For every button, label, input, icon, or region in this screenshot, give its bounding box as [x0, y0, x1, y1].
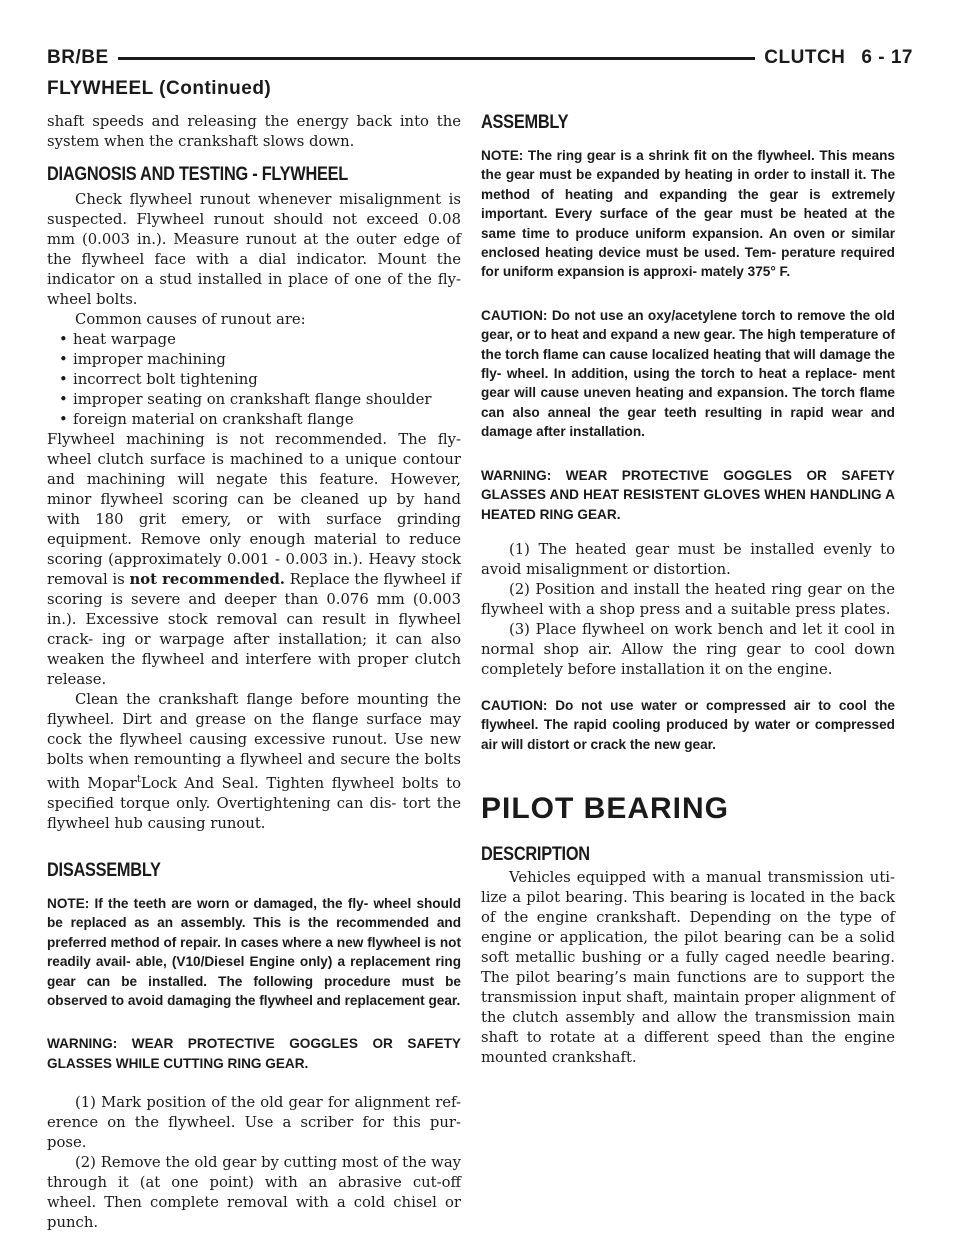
list-item: • foreign material on crankshaft flange: [59, 410, 461, 430]
assembly-step-1: (1) The heated gear must be installed evenly to avoid misalignment or distortion.: [481, 540, 895, 578]
diagnosis-paragraph-3-text-a: Flywheel machining is not recommended. The fly- wheel clutch surface is machined to a unique contour and machining will negate this feature. However, minor flywheel scoring can be cleaned up by hand with 180 grit emery, or with surface grinding equipment. Remove only enough material to reduce scoring (approximately 0.001 - 0.003 in.). Heavy stock removal is: [47, 431, 461, 588]
trademark-mark: t: [136, 774, 141, 785]
left-column: [47, 112, 461, 1233]
disassembly-step-2: (2) Remove the old gear by cutting most of the way through it (at one point) with an abrasive cut-off wheel. Then complete removal with a cold chisel or punch.: [47, 1154, 461, 1232]
assembly-caution-cooling: CAUTION: Do not use water or compressed air to cool the flywheel. The rapid cooling produced by water or compressed air will distort or crack the new gear.: [481, 697, 895, 752]
description-paragraph: Vehicles equipped with a manual transmission uti- lize a pilot bearing. This bearing is located in the back of the engine crankshaft. Depending on the type of engine or application, the pilot bearing can be a solid soft metallic bushing or a fully caged needle bearing. The pilot bearing’s main functions are to support the transmission input shaft, maintain proper alignment of the clutch assembly and allow the transmission main shaft to rotate at a different speed than the engine mounted crankshaft.: [481, 869, 895, 1067]
not-recommended-emphasis: not recommended.: [129, 571, 285, 588]
disassembly-heading: DISASSEMBLY: [47, 859, 161, 881]
diagnosis-paragraph-4-text-b: Lock And Seal. Tighten flywheel bolts to specified torque only. Overtightening can dis- tort the flywheel hub causing runout.: [47, 774, 462, 832]
assembly-warning: WARNING: WEAR PROTECTIVE GOGGLES OR SAFETY GLASSES AND HEAT RESISTENT GLOVES WHEN HANDLING A HEATED RING GEAR.: [481, 467, 895, 522]
right-column: [481, 112, 895, 1068]
header-model: BR/BE: [47, 47, 109, 68]
assembly-step-2: (2) Position and install the heated ring gear on the flywheel with a shop press and a suitable press plates.: [481, 580, 895, 618]
diagnosis-paragraph-4: [47, 690, 461, 834]
diagnosis-paragraph-3: [47, 430, 461, 690]
list-item: • incorrect bolt tightening: [59, 370, 461, 390]
runout-causes-list: [47, 330, 461, 430]
assembly-step-3: (3) Place flywheel on work bench and let it cool in normal shop air. Allow the ring gear to cool down completely before installation it on the engine.: [481, 620, 895, 678]
list-item: • improper machining: [59, 350, 461, 370]
disassembly-note: NOTE: If the teeth are worn or damaged, the fly- wheel should be replaced as an assembly. This is the recommended and preferred method of repair. In cases where a new flywheel is not readily avail- able, (V10/Diesel Engine only) a replacement ring gear can be installed. The following procedure must be observed to avoid damaging the flywheel and replacement gear.: [47, 895, 461, 1008]
pilot-bearing-title: PILOT BEARING: [481, 792, 730, 826]
section-continued-title: FLYWHEEL (Continued): [47, 78, 272, 99]
diagnosis-heading: DIAGNOSIS AND TESTING - FLYWHEEL: [47, 164, 349, 185]
list-item: • heat warpage: [59, 330, 461, 350]
list-item: • improper seating on crankshaft flange shoulder: [59, 390, 461, 410]
disassembly-warning: WARNING: WEAR PROTECTIVE GOGGLES OR SAFETY GLASSES WHILE CUTTING RING GEAR.: [47, 1036, 461, 1071]
diagnosis-paragraph-1: Check flywheel runout whenever misalignment is suspected. Flywheel runout should not exceed 0.08 mm (0.003 in.). Measure runout at the outer edge of the flywheel face with a dial indicator. Mount the indicator on a stud installed in place of one of the fly- wheel bolts.: [47, 191, 461, 308]
description-heading: DESCRIPTION: [481, 844, 590, 866]
assembly-heading: ASSEMBLY: [481, 112, 569, 133]
header-rule: [118, 57, 756, 60]
page-header: [47, 46, 913, 70]
assembly-caution-torch: CAUTION: Do not use an oxy/acetylene torch to remove the old gear, or to heat and expand a new gear. The high temperature of the torch flame can cause localized heating that will damage the fly- wheel. In addition, using the torch to heat a replace- ment gear will cause uneven heating and expansion. The torch flame can also anneal the gear teeth resulting in rapid wear and damage after installation.: [481, 307, 895, 440]
disassembly-step-1: (1) Mark position of the old gear for alignment ref- erence on the flywheel. Use a scriber for this pur- pose.: [47, 1094, 461, 1152]
diagnosis-paragraph-3-text-b: Replace the flywheel if scoring is severe and deeper than 0.076 mm (0.003 in.). Excessive stock removal can result in flywheel crack- ing or warpage after installation; it can also weaken the flywheel and interfere with proper clutch release.: [47, 571, 461, 688]
intro-paragraph: shaft speeds and releasing the energy back into the system when the crankshaft slows down.: [47, 113, 461, 150]
diagnosis-paragraph-2: Common causes of runout are:: [75, 311, 306, 328]
assembly-note: NOTE: The ring gear is a shrink fit on the flywheel. This means the gear must be expanded by heating in order to install it. The method of heating and expanding the gear is extremely important. Every surface of the gear must be heated at the same time to produce uniform expansion. An oven or similar enclosed heating device must be used. Tem- perature required for uniform expansion is approxi- mately 375° F.: [481, 148, 895, 280]
header-section: CLUTCH: [764, 47, 846, 68]
diagnosis-paragraph-4-text-a: Clean the crankshaft flange before mounting the flywheel. Dirt and grease on the flange surface may cock the flywheel causing excessive runout. Use new bolts when remounting a flywheel and secure the bolts with Mopar: [47, 691, 461, 792]
header-page-number: 6 - 17: [861, 47, 913, 68]
